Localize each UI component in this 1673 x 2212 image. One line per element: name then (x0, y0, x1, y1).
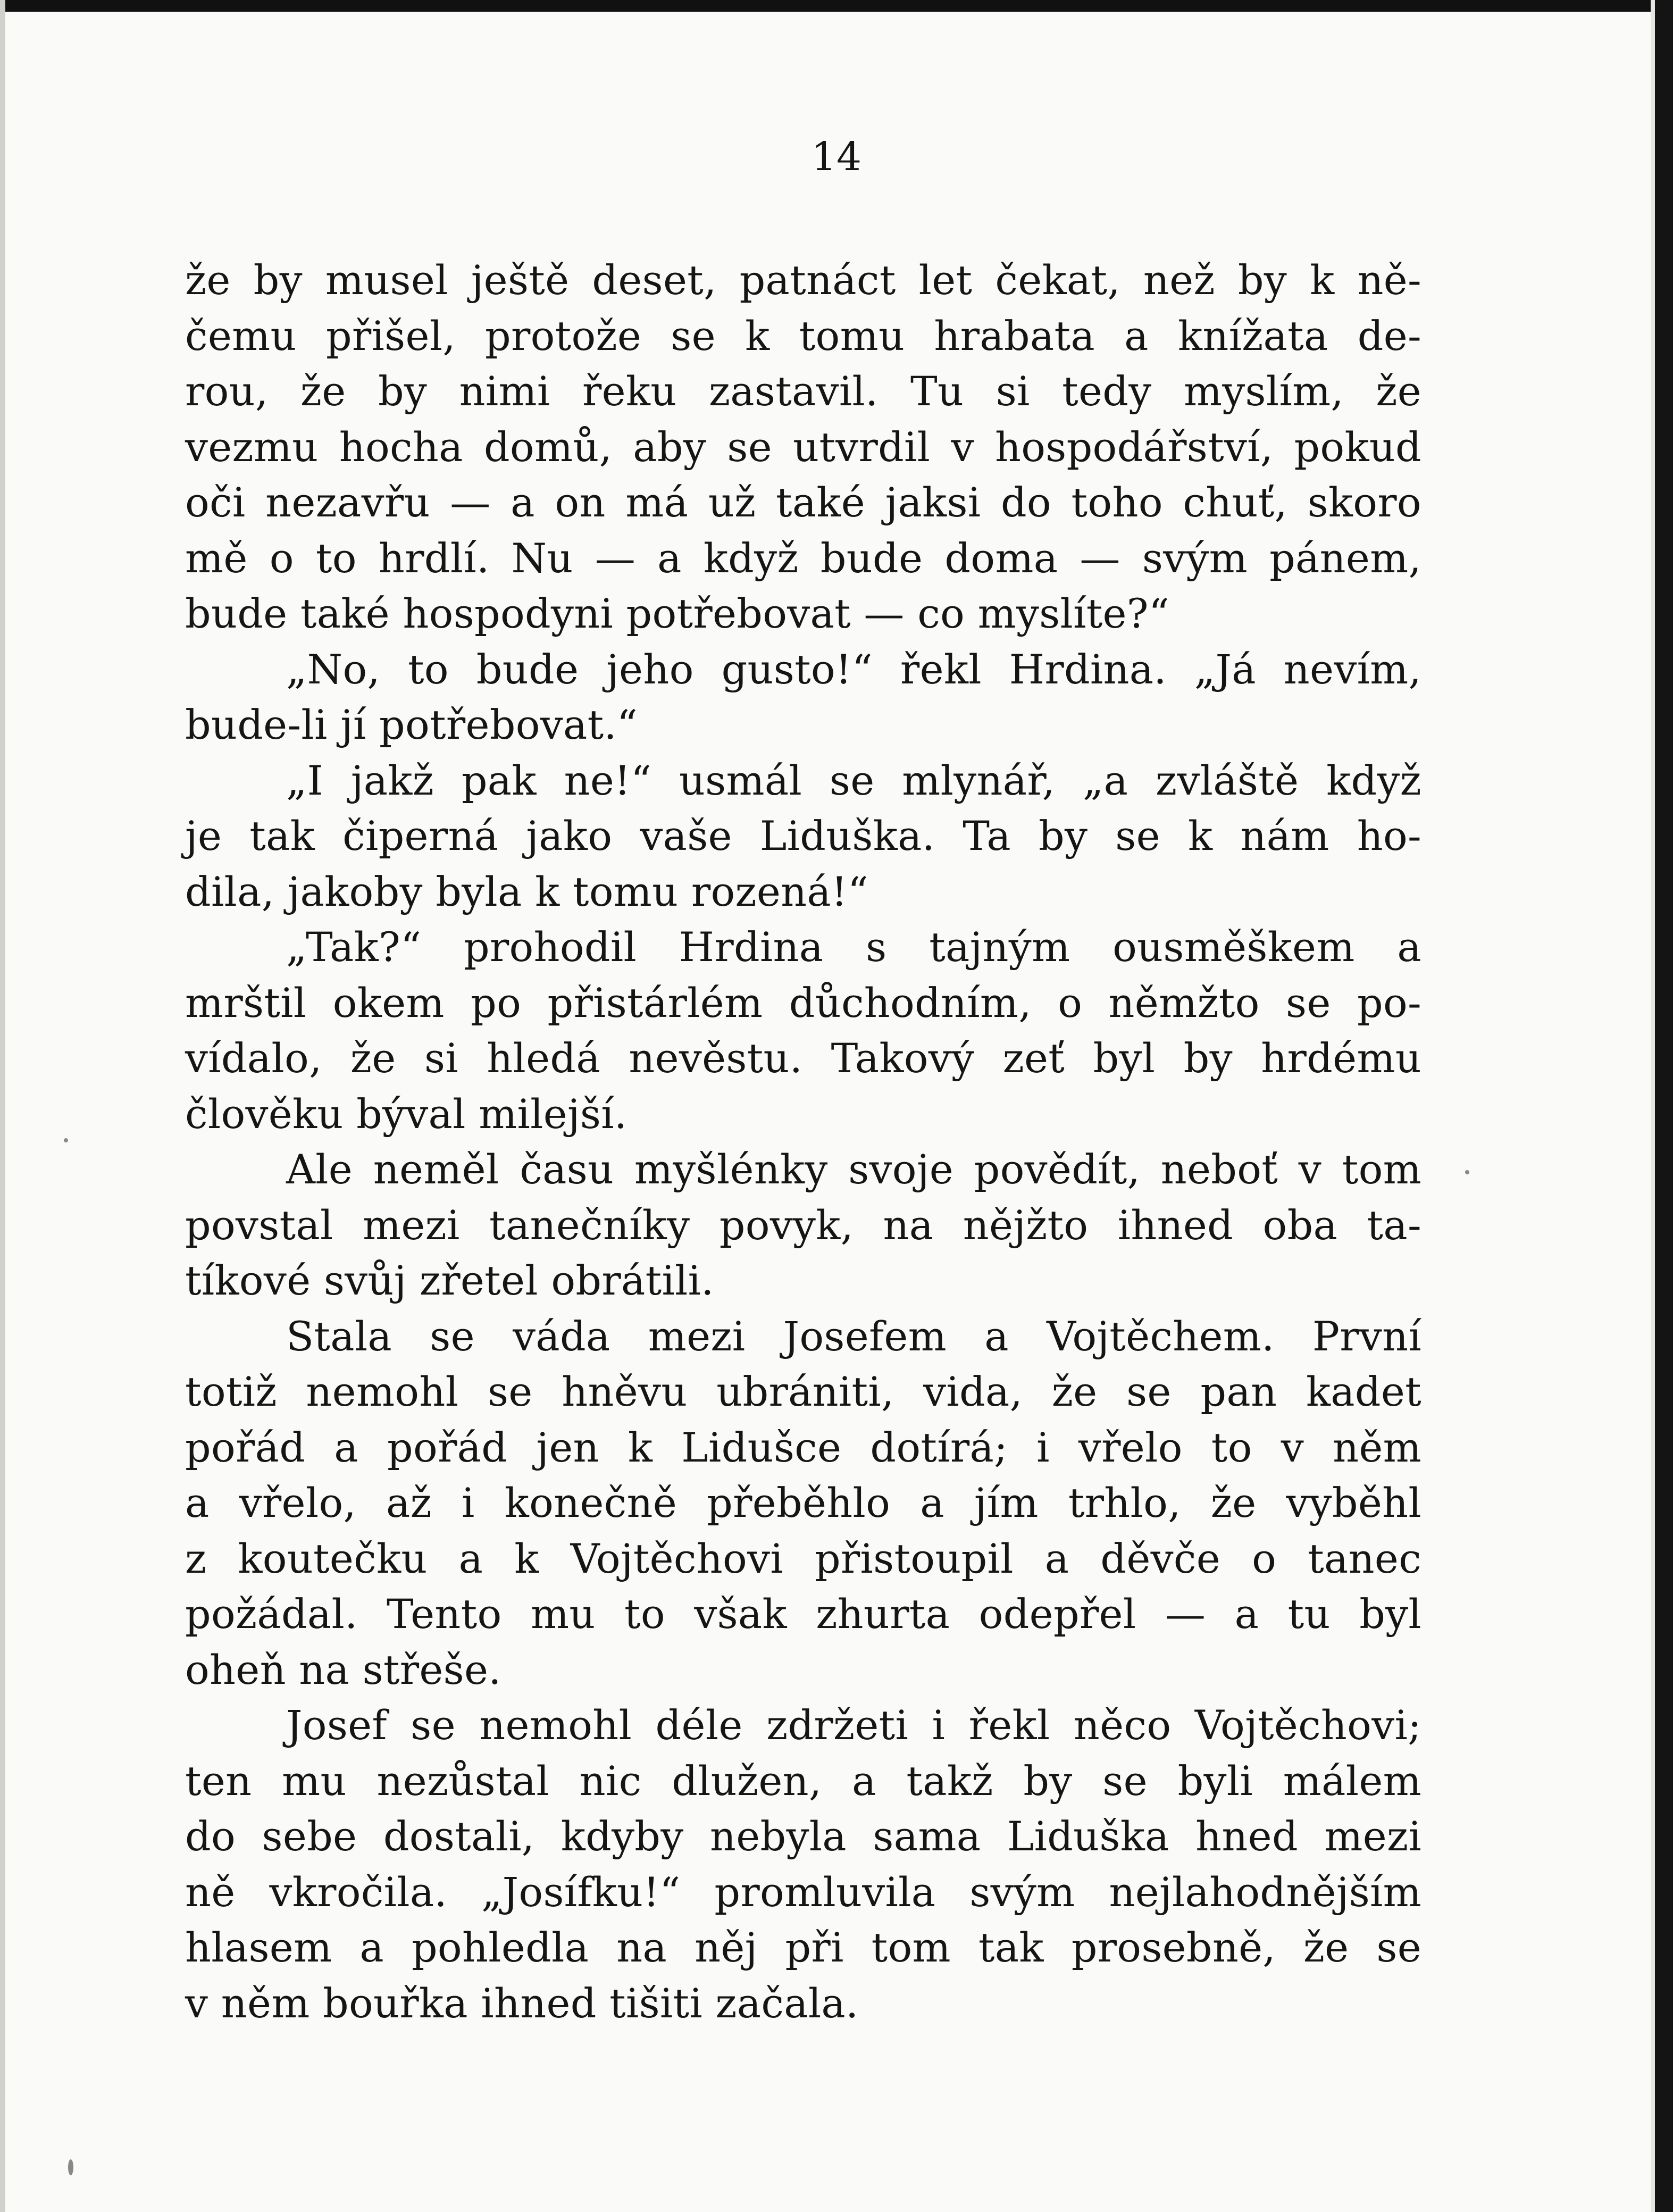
text-line: je tak čiperná jako vaše Liduška. Ta by se k nám ho- (185, 812, 1421, 859)
text-line: totiž nemohl se hněvu ubrániti, vida, že se pan kadet (185, 1368, 1421, 1415)
text-line: povstal mezi tanečníky povyk, na nějžto ihned oba ta- (185, 1201, 1421, 1249)
text-line: hlasem a pohledla na něj při tom tak prosebně, že se (185, 1924, 1421, 1971)
scan-border-top (0, 0, 1673, 12)
page-number: 14 (811, 134, 862, 180)
scan-border-inner-right (1651, 0, 1655, 2212)
text-line: z koutečku a k Vojtěchovi přistoupil a děvče o tanec (185, 1534, 1421, 1582)
text-line: bude také hospodyni potřebovat — co myslíte?“ (185, 590, 1170, 637)
text-line: vezmu hocha domů, aby se utvrdil v hospodářství, pokud (185, 423, 1421, 471)
text-line: požádal. Tento mu to však zhurta odepřel — a tu byl (185, 1590, 1421, 1638)
text-line: Ale neměl času myšlénky svoje povědít, neboť v tom (286, 1146, 1421, 1193)
text-line: Josef se nemohl déle zdržeti i řekl něco Vojtěchovi; (286, 1701, 1421, 1749)
text-line: mě o to hrdlí. Nu — a když bude doma — svým pánem, (185, 534, 1421, 582)
body-text (185, 253, 1421, 2031)
text-line: bude-li jí potřebovat.“ (185, 701, 638, 748)
text-line: ně vkročila. „Josífku!“ promluvila svým nejlahodnějším (185, 1868, 1421, 1916)
text-line: vídalo, že si hledá nevěstu. Takový zeť byl by hrdému (185, 1034, 1421, 1082)
scan-border-right (1655, 0, 1673, 2212)
text-line: tíkové svůj zřetel obrátili. (185, 1257, 714, 1304)
text-line: dila, jakoby byla k tomu rozená!“ (185, 867, 869, 915)
text-line: mrštil okem po přistárlém důchodním, o němžto se po- (185, 979, 1421, 1026)
text-line: rou, že by nimi řeku zastavil. Tu si tedy myslím, že (185, 368, 1421, 415)
text-line: pořád a pořád jen k Lidušce dotírá; i vřelo to v něm (185, 1423, 1421, 1471)
text-line: čemu přišel, protože se k tomu hrabata a knížata de- (185, 312, 1421, 360)
scan-speck (1465, 1170, 1469, 1174)
text-line: oči nezavřu — a on má už také jaksi do toho chuť, skoro (185, 479, 1421, 526)
text-line: a vřelo, až i konečně přeběhlo a jím trhlo, že vyběhl (185, 1479, 1421, 1526)
text-line: člověku býval milejší. (185, 1090, 628, 1138)
text-line: Stala se váda mezi Josefem a Vojtěchem. První (286, 1312, 1421, 1360)
text-line: že by musel ještě deset, patnáct let čekat, než by k ně- (185, 256, 1421, 304)
text-line: „Tak?“ prohodil Hrdina s tajným ousměškem a (286, 923, 1421, 971)
text-line: „No, to bude jeho gusto!“ řekl Hrdina. „Já nevím, (286, 645, 1421, 693)
scan-border-left (0, 0, 5, 2212)
scan-speck (68, 2159, 73, 2175)
scan-speck (64, 1138, 68, 1142)
text-line: ten mu nezůstal nic dlužen, a takž by se byli málem (185, 1757, 1421, 1805)
text-line: do sebe dostali, kdyby nebyla sama Liduška hned mezi (185, 1813, 1421, 1860)
text-line: v něm bouřka ihned tišiti začala. (185, 1979, 859, 2027)
text-line: „I jakž pak ne!“ usmál se mlynář, „a zvláště když (286, 756, 1421, 804)
text-line: oheň na střeše. (185, 1646, 501, 1693)
